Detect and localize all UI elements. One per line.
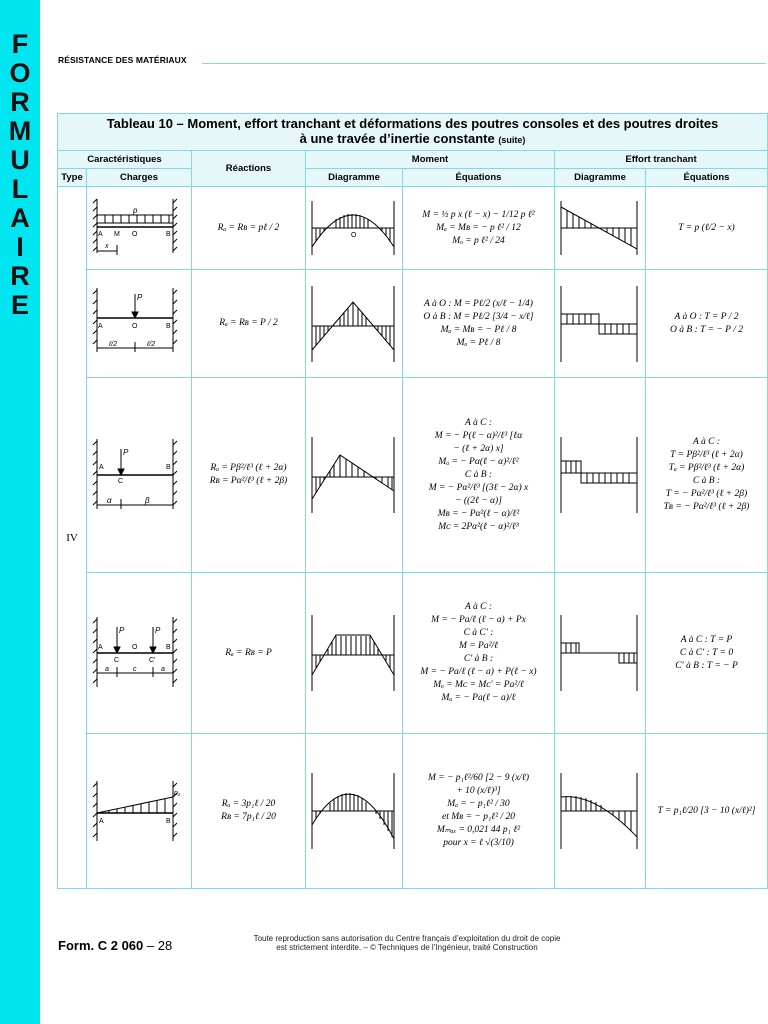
label: α <box>107 496 112 505</box>
header-reactions: Réactions <box>192 151 306 187</box>
type-cell: IV <box>58 187 87 889</box>
table-title-line2: à une travée d’inertie constante <box>299 131 495 146</box>
label: A <box>99 818 104 825</box>
label: p <box>133 206 138 215</box>
label: a <box>161 666 165 673</box>
reaction-cell <box>192 734 306 889</box>
moment-equations-cell <box>403 187 555 270</box>
sidebar-letter: M <box>8 116 32 146</box>
header-rule <box>202 63 766 64</box>
label: O <box>132 644 138 651</box>
shear-equations-cell <box>646 734 768 889</box>
moment-eq: A à C : <box>464 417 492 428</box>
label: M <box>114 231 120 238</box>
sidebar-letter: A <box>10 203 30 233</box>
moment-eq: Mₐ = − p₁ℓ² / 30 <box>447 799 510 809</box>
reaction-eq: Rₐ = 3p₁ℓ / 20 <box>221 799 276 809</box>
reaction-cell <box>192 573 306 734</box>
moment-equations-cell <box>403 378 555 573</box>
moment-equations-cell <box>403 573 555 734</box>
label: P <box>155 626 161 635</box>
moment-eq: M = − P(ℓ − α)²/ℓ³ [ℓα <box>434 430 523 441</box>
label: P <box>123 448 129 457</box>
moment-diagram-triangular-load <box>306 734 403 889</box>
label: O <box>132 231 138 238</box>
shear-eq: C à B : <box>692 476 721 486</box>
charge-diagram-uniform <box>87 187 192 270</box>
label: ℓ/2 <box>109 340 118 348</box>
moment-diagram-central-load <box>306 270 403 378</box>
form-reference <box>58 938 172 953</box>
reaction-cell <box>192 378 306 573</box>
moment-eq: Mₐ = − Pa(ℓ − a)/ℓ <box>441 693 516 703</box>
shear-diagram-triangular-load <box>555 734 646 889</box>
shear-eq: A à C : T = P <box>680 634 733 645</box>
reaction-eq: Rₐ = Rʙ = pℓ / 2 <box>217 222 280 233</box>
reaction-eq: Rₐ = Pβ²/ℓ³ (ℓ + 2α) <box>210 463 287 473</box>
label: O <box>351 232 357 239</box>
label: C <box>114 657 120 664</box>
label: O <box>132 322 138 330</box>
sidebar-letter: E <box>10 290 29 320</box>
label: A <box>98 644 103 651</box>
sidebar-letter: O <box>9 58 31 88</box>
copyright-notice <box>222 934 592 952</box>
moment-eq: + 10 (x/ℓ)³] <box>456 786 501 796</box>
charge-diagram-triangular-load <box>87 734 192 889</box>
label: C <box>118 478 124 485</box>
shear-eq: C à C′ : T = 0 <box>679 647 734 658</box>
label: p₁ <box>174 790 181 797</box>
shear-equations-cell <box>646 187 768 270</box>
charge-diagram-two-loads <box>87 573 192 734</box>
moment-diagram-eccentric-load <box>306 378 403 573</box>
moment-eq: Mₘₐₓ = 0,021 44 p₁ ℓ² <box>436 825 521 835</box>
shear-diagram-eccentric-load <box>555 378 646 573</box>
moment-eq: M = − Pa/ℓ (ℓ − a) + Px <box>431 615 526 625</box>
section-header: RÉSISTANCE DES MATÉRIAUX <box>58 55 187 65</box>
label: A <box>98 231 103 238</box>
moment-equations-cell <box>403 734 555 889</box>
moment-eq: Mₒ = Mᴄ = Mᴄ′ = Pa²/ℓ <box>433 680 524 690</box>
shear-diagram-central-load <box>555 270 646 378</box>
table-title-line1: Tableau 10 – Moment, effort tranchant et déformations des poutres consoles et des poutres droites <box>106 116 719 131</box>
shear-equations-cell <box>646 573 768 734</box>
header-equations: Équations <box>403 169 555 187</box>
moment-eq: Mₒ = p ℓ² / 24 <box>452 235 505 246</box>
moment-diagram-two-loads <box>306 573 403 734</box>
form-code: Form. C 2 060 <box>58 938 144 953</box>
page-number: – 28 <box>146 938 173 953</box>
moment-eq: Mₒ = Pℓ / 8 <box>456 337 501 348</box>
label: B <box>166 322 171 330</box>
moment-eq: et Mʙ = − p₁ℓ² / 20 <box>442 812 515 822</box>
shear-eq: T = p₁ℓ/20 [3 − 10 (x/ℓ)²] <box>657 805 756 816</box>
header-type: Type <box>58 169 87 187</box>
header-caracteristiques: Caractéristiques <box>58 151 192 169</box>
moment-eq: A à O : M = Pℓ/2 (x/ℓ − 1/4) <box>424 298 533 309</box>
moment-eq: − ((2ℓ − α)] <box>455 495 502 506</box>
shear-eq: A à C : <box>692 437 720 447</box>
shear-eq: T = − Pα²/ℓ³ (ℓ + 2β) <box>665 489 748 499</box>
sidebar-letter: R <box>10 261 30 291</box>
shear-diagram-uniform <box>555 187 646 270</box>
sidebar-letter: U <box>10 145 30 175</box>
moment-eq: Mₐ = − Pα(ℓ − α)²/ℓ² <box>438 456 519 467</box>
moment-eq: M = Pa²/ℓ <box>458 641 499 651</box>
shear-equations-cell <box>646 378 768 573</box>
shear-diagram-two-loads <box>555 573 646 734</box>
reaction-eq: Rₐ = Rʙ = P / 2 <box>219 318 278 328</box>
label: x <box>105 243 109 250</box>
moment-eq: C à C′ : <box>463 628 494 638</box>
moment-eq: − (ℓ + 2α) x] <box>453 443 504 454</box>
moment-equations-cell <box>403 270 555 378</box>
moment-eq: C′ à B : <box>463 654 494 664</box>
copyright-line: Toute reproduction sans autorisation du Centre français d’exploitation du droit de copie <box>253 934 561 943</box>
vertical-title <box>0 30 40 320</box>
label: B <box>166 818 171 825</box>
label: P <box>137 292 143 302</box>
shear-eq: Tʙ = − Pα²/ℓ³ (ℓ + 2β) <box>663 502 750 512</box>
moment-eq: A à C : <box>464 602 492 612</box>
label: A <box>98 322 103 330</box>
shear-eq: T = Pβ²/ℓ³ (ℓ + 2α) <box>670 450 743 460</box>
label: A <box>99 464 104 471</box>
moment-eq: C à B : <box>464 469 493 480</box>
charge-diagram-eccentric-load <box>87 378 192 573</box>
shear-eq: C′ à B : T = − P <box>675 660 738 671</box>
shear-equations-cell <box>646 270 768 378</box>
moment-eq: Mᴄ = 2Pα²(ℓ − α)²/ℓ³ <box>438 521 519 532</box>
moment-eq: M = − p₁ℓ²/60 [2 − 9 (x/ℓ) <box>427 773 530 783</box>
shear-eq: O à B : T = − P / 2 <box>670 324 743 335</box>
header-moment: Moment <box>306 151 555 169</box>
moment-eq: Mₐ = Mʙ = − p ℓ² / 12 <box>436 222 521 233</box>
formula-table <box>57 113 768 889</box>
header-equations-2: Équations <box>646 169 768 187</box>
moment-eq: Mʙ = − Pα²(ℓ − α)/ℓ² <box>437 508 520 519</box>
label: c <box>133 666 137 673</box>
moment-eq: M = ½ p x (ℓ − x) − 1/12 p ℓ² <box>422 209 535 220</box>
label: P <box>119 626 125 635</box>
header-diagramme: Diagramme <box>306 169 403 187</box>
charge-diagram-central-load <box>87 270 192 378</box>
sidebar-letter: F <box>11 29 29 59</box>
reaction-eq: Rₐ = Rʙ = P <box>225 647 272 658</box>
header-charges: Charges <box>87 169 192 187</box>
reaction-cell <box>192 270 306 378</box>
moment-eq: M = − Pa/ℓ (ℓ − a) + P(ℓ − x) <box>420 667 537 677</box>
shear-eq: T = p (ℓ/2 − x) <box>678 222 735 233</box>
sidebar-letter: I <box>16 232 24 262</box>
table-title <box>58 114 768 151</box>
reaction-eq: Rʙ = Pα²/ℓ³ (ℓ + 2β) <box>209 476 288 486</box>
header-diagramme-2: Diagramme <box>555 169 646 187</box>
moment-diagram-uniform <box>306 187 403 270</box>
table-title-suffix: (suite) <box>498 135 526 145</box>
shear-eq: Tₐ = Pβ²/ℓ³ (ℓ + 2α) <box>668 463 745 473</box>
moment-eq: Mₐ = Mʙ = − Pℓ / 8 <box>440 324 517 335</box>
label: B <box>166 644 171 651</box>
moment-eq: pour x = ℓ √(3/10) <box>443 838 514 848</box>
sidebar-letter: L <box>11 174 29 204</box>
label: C′ <box>149 657 156 664</box>
reaction-cell <box>192 187 306 270</box>
label: B <box>166 231 171 238</box>
moment-eq: M = − Pα²/ℓ³ [(3ℓ − 2α) x <box>428 482 529 493</box>
label: B <box>166 464 171 471</box>
reaction-eq: Rʙ = 7p₁ℓ / 20 <box>221 812 276 822</box>
header-effort-tranchant: Effort tranchant <box>555 151 768 169</box>
copyright-line: est strictement interdite. – © Techniques de l’Ingénieur, traité Construction <box>276 943 538 952</box>
moment-eq: O à B : M = Pℓ/2 [3/4 − x/ℓ] <box>423 311 534 322</box>
shear-eq: A à O : T = P / 2 <box>674 311 739 322</box>
label: ℓ/2 <box>147 340 156 348</box>
sidebar-letter: R <box>10 87 30 117</box>
label: β <box>145 496 150 505</box>
label: a <box>105 666 109 673</box>
